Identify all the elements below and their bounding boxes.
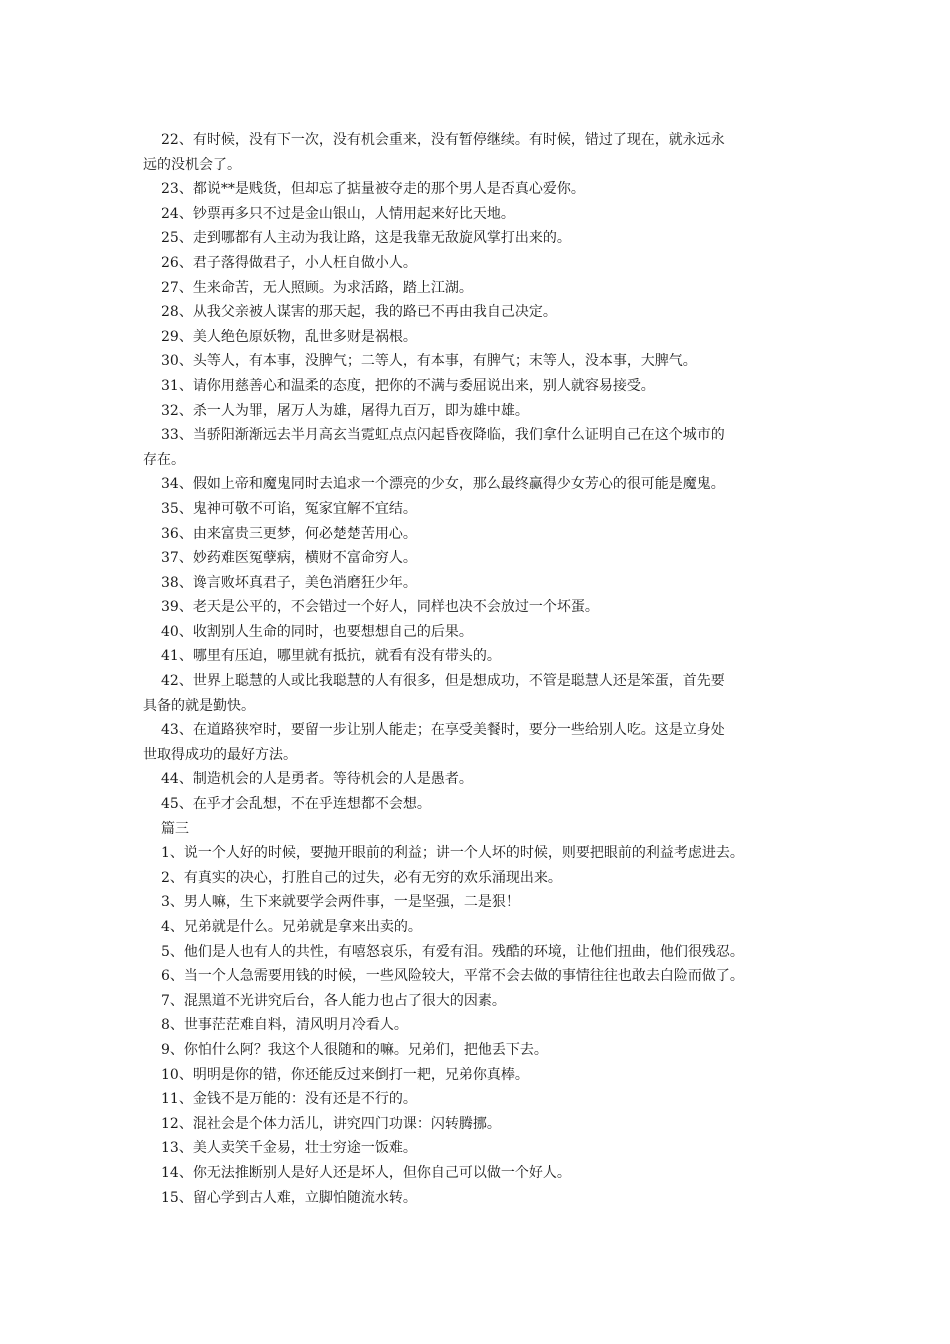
- text-line: 世取得成功的最好方法。: [143, 746, 297, 763]
- text-line: 42、世界上聪慧的人或比我聪慧的人有很多，但是想成功，不管是聪慧人还是笨蛋，首先要: [161, 673, 725, 690]
- text-line: 37、妙药难医冤孽病，横财不富命穷人。: [161, 550, 417, 567]
- section-heading: 篇三: [161, 820, 189, 837]
- text-line: 43、在道路狭窄时，要留一步让别人能走；在享受美餐时，要分一些给别人吃。这是立身处: [161, 722, 725, 739]
- text-line: 45、在乎才会乱想，不在乎连想都不会想。: [161, 796, 431, 813]
- text-line: 30、头等人，有本事，没脾气；二等人，有本事，有脾气；末等人，没本事，大脾气。: [161, 353, 697, 370]
- text-line: 24、钞票再多只不过是金山银山，人情用起来好比天地。: [161, 205, 515, 222]
- text-line: 6、当一个人急需要用钱的时候，一些风险较大，平常不会去做的事情往往也敢去白险而做了。: [161, 968, 744, 985]
- text-line: 1、说一个人好的时候，要抛开眼前的利益；讲一个人坏的时候，则要把眼前的利益考虑进去。: [161, 845, 744, 862]
- text-line: 具备的就是勤快。: [143, 697, 255, 714]
- text-line: 34、假如上帝和魔鬼同时去追求一个漂亮的少女，那么最终赢得少女芳心的很可能是魔鬼。: [161, 476, 725, 493]
- text-line: 10、明明是你的错，你还能反过来倒打一耙，兄弟你真棒。: [161, 1066, 529, 1083]
- text-line: 38、谗言败坏真君子，美色消磨狂少年。: [161, 574, 417, 591]
- text-line: 39、老天是公平的，不会错过一个好人，同样也决不会放过一个坏蛋。: [161, 599, 599, 616]
- text-line: 44、制造机会的人是勇者。等待机会的人是愚者。: [161, 771, 473, 788]
- text-line: 9、你怕什么阿？我这个人很随和的嘛。兄弟们，把他丢下去。: [161, 1041, 548, 1058]
- text-line: 15、留心学到古人难，立脚怕随流水转。: [161, 1189, 417, 1206]
- text-line: 存在。: [143, 451, 185, 468]
- text-line: 27、生来命苦，无人照顾。为求活路，踏上江湖。: [161, 279, 473, 296]
- text-line: 25、走到哪都有人主动为我让路，这是我靠无敌旋风掌打出来的。: [161, 230, 571, 247]
- text-line: 40、收割别人生命的同时，也要想想自己的后果。: [161, 623, 473, 640]
- text-line: 3、男人嘛，生下来就要学会两件事，一是坚强，二是狠！: [161, 894, 520, 911]
- text-line: 22、有时候，没有下一次，没有机会重来，没有暂停继续。有时候，错过了现在，就永远永: [161, 132, 725, 148]
- text-line: 36、由来富贵三更梦，何必楚楚苦用心。: [161, 525, 417, 542]
- text-line: 远的没机会了。: [143, 156, 241, 173]
- text-line: 8、世事茫茫难自料，清风明月冷看人。: [161, 1017, 408, 1034]
- text-line: 2、有真实的决心，打胜自己的过失，必有无穷的欢乐涌现出来。: [161, 869, 562, 886]
- text-line: 23、都说**是贱货，但却忘了掂量被夺走的那个男人是否真心爱你。: [161, 181, 585, 198]
- text-line: 35、鬼神可敬不可谄，冤家宜解不宜结。: [161, 500, 417, 517]
- text-line: 5、他们是人也有人的共性，有嘻怒哀乐，有爱有泪。残酷的环境，让他们扭曲，他们很残忍。: [161, 943, 744, 960]
- text-line: 41、哪里有压迫，哪里就有抵抗，就看有没有带头的。: [161, 648, 501, 665]
- text-line: 4、兄弟就是什么。兄弟就是拿来出卖的。: [161, 919, 422, 935]
- text-line: 31、请你用慈善心和温柔的态度，把你的不满与委屈说出来，别人就容易接受。: [161, 377, 655, 394]
- text-line: 12、混社会是个体力活儿，讲究四门功课：闪转腾挪。: [161, 1115, 501, 1132]
- text-line: 11、金钱不是万能的：没有还是不行的。: [161, 1091, 417, 1108]
- text-line: 7、混黑道不光讲究后台，各人能力也占了很大的因素。: [161, 992, 506, 1009]
- text-line: 33、当骄阳渐渐远去半月高玄当霓虹点点闪起昏夜降临，我们拿什么证明自己在这个城市的: [161, 427, 725, 444]
- text-line: 14、你无法推断别人是好人还是坏人，但你自己可以做一个好人。: [161, 1164, 571, 1181]
- text-line: 29、美人绝色原妖物，乱世多财是祸根。: [161, 328, 417, 345]
- text-line: 28、从我父亲被人谋害的那天起，我的路已不再由我自己决定。: [161, 304, 557, 321]
- text-line: 13、美人卖笑千金易，壮士穷途一饭难。: [161, 1140, 417, 1157]
- text-line: 32、杀一人为罪，屠万人为雄，屠得九百万，即为雄中雄。: [161, 402, 529, 419]
- text-line: 26、君子落得做君子，小人枉自做小人。: [161, 254, 417, 271]
- document-body: [143, 128, 823, 1210]
